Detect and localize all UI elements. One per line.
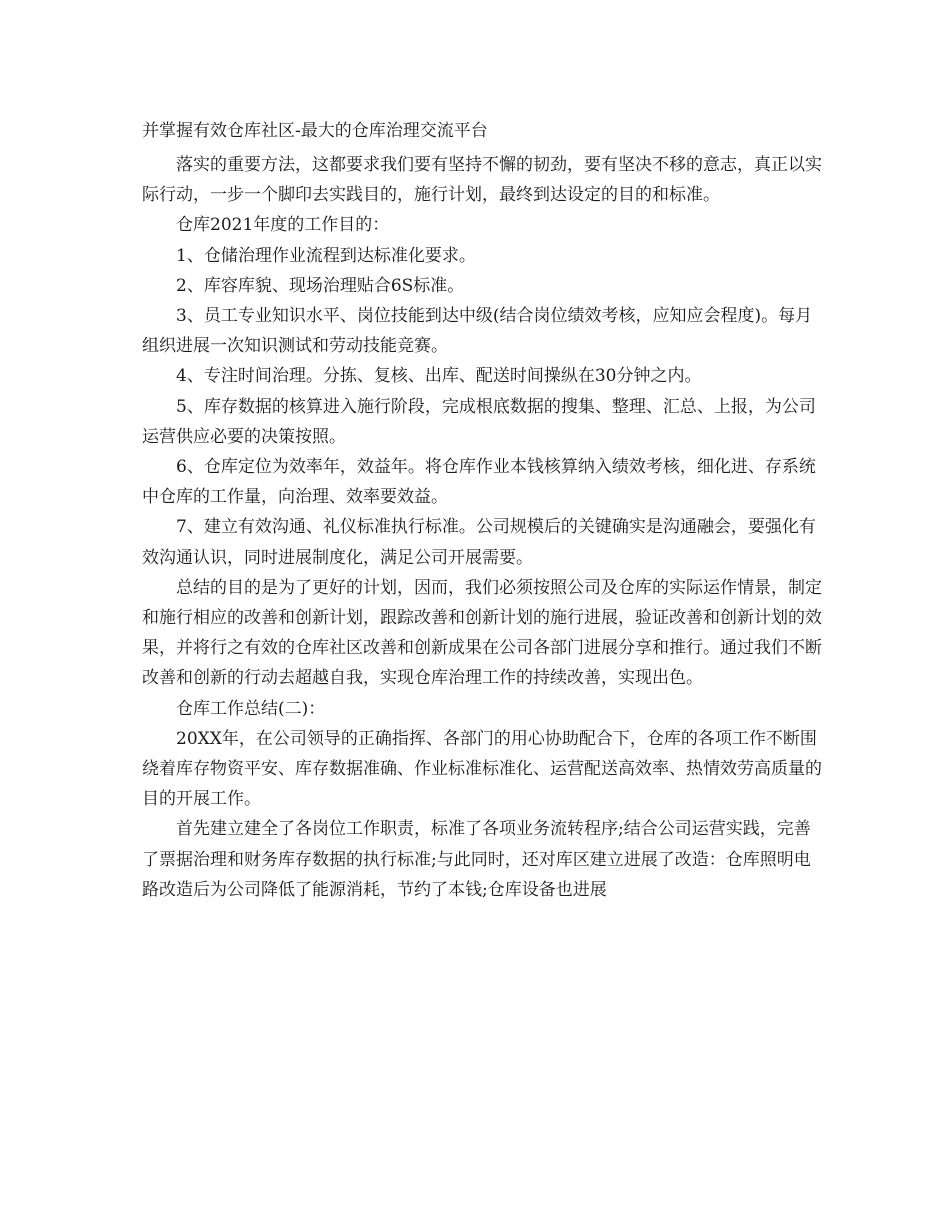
paragraph: 首先建立建全了各岗位工作职责，标准了各项业务流转程序;结合公司运营实践，完善了票据治理和财务库存数据的执行标准;与此同时，还对库区建立进展了改造：仓库照明电路改造后为公司降低了能源消耗，节约了本钱;仓库设备也进展 xyxy=(142,819,811,900)
paragraph: 3、员工专业知识水平、岗位技能到达中级(结合岗位绩效考核，应知应会程度)。每月组织进展一次知识测试和劳动技能竞赛。 xyxy=(142,306,813,357)
paragraph: 总结的目的是为了更好的计划，因而，我们必须按照公司及仓库的实际运作情景，制定和施行相应的改善和创新计划，跟踪改善和创新计划的施行进展，验证改善和创新计划的效果，并将行之有效的仓库社区改善和创新成果在公司各部门进展分享和推行。通过我们不断改善和创新的行动去超越自我，实现仓库治理工作的持续改善，实现出色。 xyxy=(142,577,822,689)
paragraph: 6、仓库定位为效率年，效益年。将仓库作业本钱核算纳入绩效考核，细化进、存系统中仓库的工作量，向治理、效率要效益。 xyxy=(142,457,816,508)
document-body xyxy=(142,150,827,905)
page-header: 并掌握有效仓库社区-最大的仓库治理交流平台 xyxy=(142,121,488,141)
paragraph: 1、仓储治理作业流程到达标准化要求。 xyxy=(176,245,476,266)
paragraph: 落实的重要方法，这都要求我们要有坚持不懈的韧劲，要有坚决不移的意志，真正以实际行动，一步一个脚印去实践目的，施行计划，最终到达设定的目的和标准。 xyxy=(142,155,822,206)
paragraph: 20XX年，在公司领导的正确指挥、各部门的用心协助配合下，仓库的各项工作不断围绕着库存物资平安、库存数据准确、作业标准标准化、运营配送高效率、热情效劳高质量的目的开展工作。 xyxy=(142,728,822,810)
paragraph: 仓库工作总结(二)： xyxy=(176,698,326,719)
paragraph: 7、建立有效沟通、礼仪标准执行标准。公司规模后的关键确实是沟通融会，要强化有效沟通认识，同时进展制度化，满足公司开展需要。 xyxy=(142,517,816,568)
paragraph: 4、专注时间治理。分拣、复核、出库、配送时间操纵在30分钟之内。 xyxy=(176,366,702,387)
paragraph: 仓库2021年度的工作目的： xyxy=(176,215,390,236)
paragraph: 2、库容库貌、现场治理贴合6S标准。 xyxy=(176,275,465,296)
paragraph: 5、库存数据的核算进入施行阶段，完成根底数据的搜集、整理、汇总、上报，为公司运营供应必要的决策按照。 xyxy=(142,396,816,447)
